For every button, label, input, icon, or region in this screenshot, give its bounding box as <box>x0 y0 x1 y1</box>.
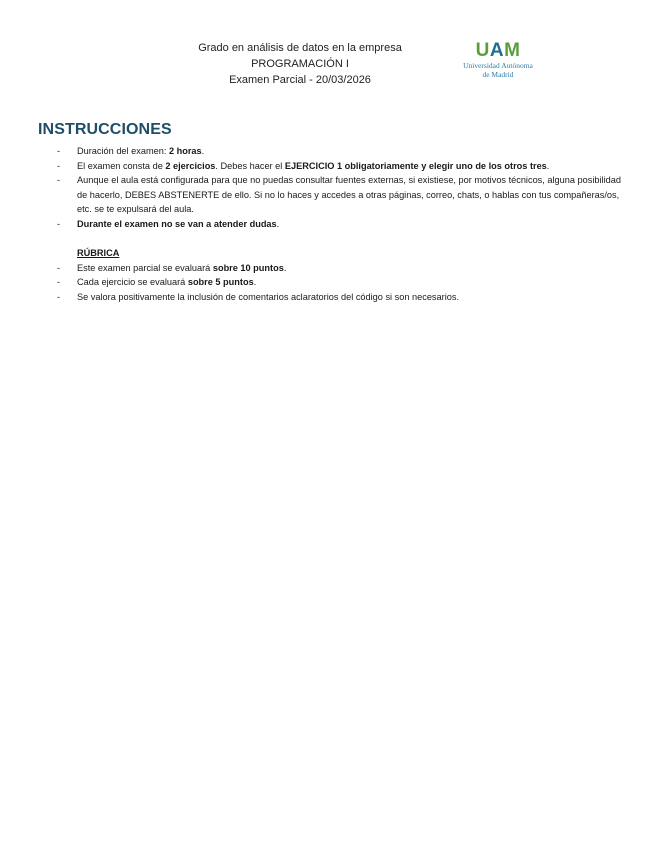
spacer <box>57 232 622 247</box>
uam-logo-mark: UAM <box>475 40 521 61</box>
exam-date: Examen Parcial - 20/03/2026 <box>229 74 371 86</box>
instructions-title: INSTRUCCIONES <box>38 121 172 138</box>
list-dash: - <box>57 160 61 171</box>
instruction-item-duration: - Duración del examen: 2 horas. <box>57 144 622 159</box>
uam-logo <box>448 41 548 79</box>
uam-logo-line1: Universidad Autónoma <box>463 61 533 70</box>
rubrica-item-per-exercise: - Cada ejercicio se evaluará sobre 5 puntos. <box>57 275 622 290</box>
instruction-item-external-sources: - Aunque el aula está configurada para que no puedas consultar fuentes externas, si existiese, por motivos técnicos, alguna posibilidad de hacerlo, DEBES ABSTENERTE de ello. Si no lo haces y accedes a otras páginas, correo, chats, o hablas con tus compañeras/os, etc. se te expulsará del aula. <box>57 175 621 215</box>
rubrica-item-total: - Este examen parcial se evaluará sobre 10 puntos. <box>57 261 622 276</box>
list-dash: - <box>57 291 61 302</box>
list-dash: - <box>57 262 61 273</box>
instructions-body <box>57 144 622 305</box>
rubrica-item-comments: - Se valora positivamente la inclusión de comentarios aclaratorios del código si son necesarios. <box>57 290 622 305</box>
list-dash: - <box>57 277 61 288</box>
uam-logo-line2: de Madrid <box>482 70 514 79</box>
degree-name: Grado en análisis de datos en la empresa <box>198 42 402 54</box>
course-name: PROGRAMACIÓN I <box>251 58 349 70</box>
rubrica-heading: RÚBRICA <box>77 248 120 259</box>
list-dash: - <box>57 175 61 186</box>
list-dash: - <box>57 218 61 229</box>
instruction-item-exercises: - El examen consta de 2 ejercicios. Debes hacer el EJERCICIO 1 obligatoriamente y elegir uno de los otros tres. <box>57 159 622 174</box>
instruction-item-no-questions: - Durante el examen no se van a atender dudas. <box>57 217 622 232</box>
list-dash: - <box>57 146 61 156</box>
document-header <box>150 40 450 88</box>
